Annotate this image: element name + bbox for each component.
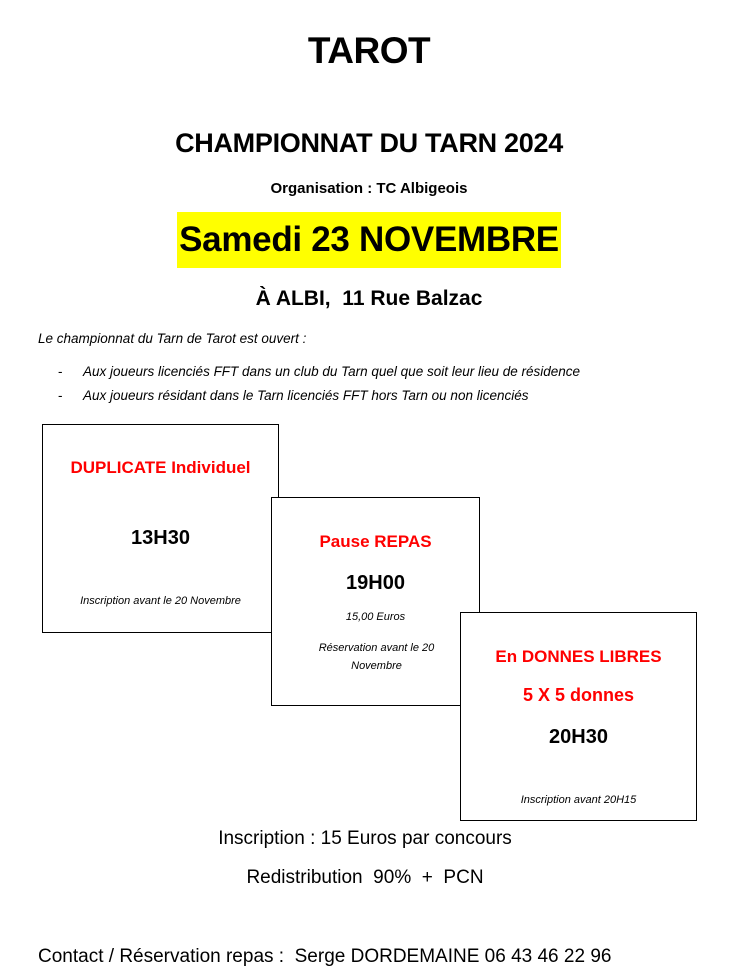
redistribution-text: Redistribution 90% + PCN xyxy=(246,867,484,888)
bullet-dash: - xyxy=(58,388,63,403)
free-deals-title: En DONNES LIBRES xyxy=(495,647,662,666)
organisation-label: Organisation : TC Albigeois xyxy=(270,180,468,197)
championship-subtitle: CHAMPIONNAT DU TARN 2024 xyxy=(175,128,563,158)
condition-text: Aux joueurs résidant dans le Tarn licenciés FFT hors Tarn ou non licenciés xyxy=(83,388,529,403)
free-deals-time: 20H30 xyxy=(549,726,608,748)
duplicate-title: DUPLICATE Individuel xyxy=(70,458,251,477)
duplicate-note: Inscription avant le 20 Novembre xyxy=(80,595,241,607)
meal-break-title: Pause REPAS xyxy=(319,532,432,551)
event-location: À ALBI, 11 Rue Balzac xyxy=(255,287,483,310)
contact-text: Contact / Réservation repas : Serge DORDEMAINE 06 43 46 22 96 xyxy=(38,946,612,967)
entry-fee-text: Inscription : 15 Euros par concours xyxy=(218,828,512,849)
event-date-highlighted: Samedi 23 NOVEMBRE xyxy=(177,212,561,268)
meal-break-time: 19H00 xyxy=(346,572,405,594)
duplicate-event-box xyxy=(42,424,279,633)
condition-text: Aux joueurs licenciés FFT dans un club du Tarn quel que soit leur lieu de résidence xyxy=(83,364,581,379)
free-deals-format: 5 X 5 donnes xyxy=(522,685,635,705)
duplicate-time: 13H30 xyxy=(131,527,190,549)
meal-price: 15,00 Euros xyxy=(345,611,406,623)
meal-break-box xyxy=(271,497,480,706)
meal-reservation-note: Réservation avant le 20 Novembre xyxy=(318,642,435,672)
eligibility-intro: Le championnat du Tarn de Tarot est ouvert : xyxy=(38,331,307,346)
eligibility-condition xyxy=(58,388,528,403)
bullet-dash: - xyxy=(58,364,63,379)
event-date-container xyxy=(0,212,738,268)
free-deals-event-box xyxy=(460,612,697,821)
free-deals-note: Inscription avant 20H15 xyxy=(520,794,637,806)
eligibility-condition xyxy=(58,364,580,379)
page-title: TAROT xyxy=(307,30,431,71)
